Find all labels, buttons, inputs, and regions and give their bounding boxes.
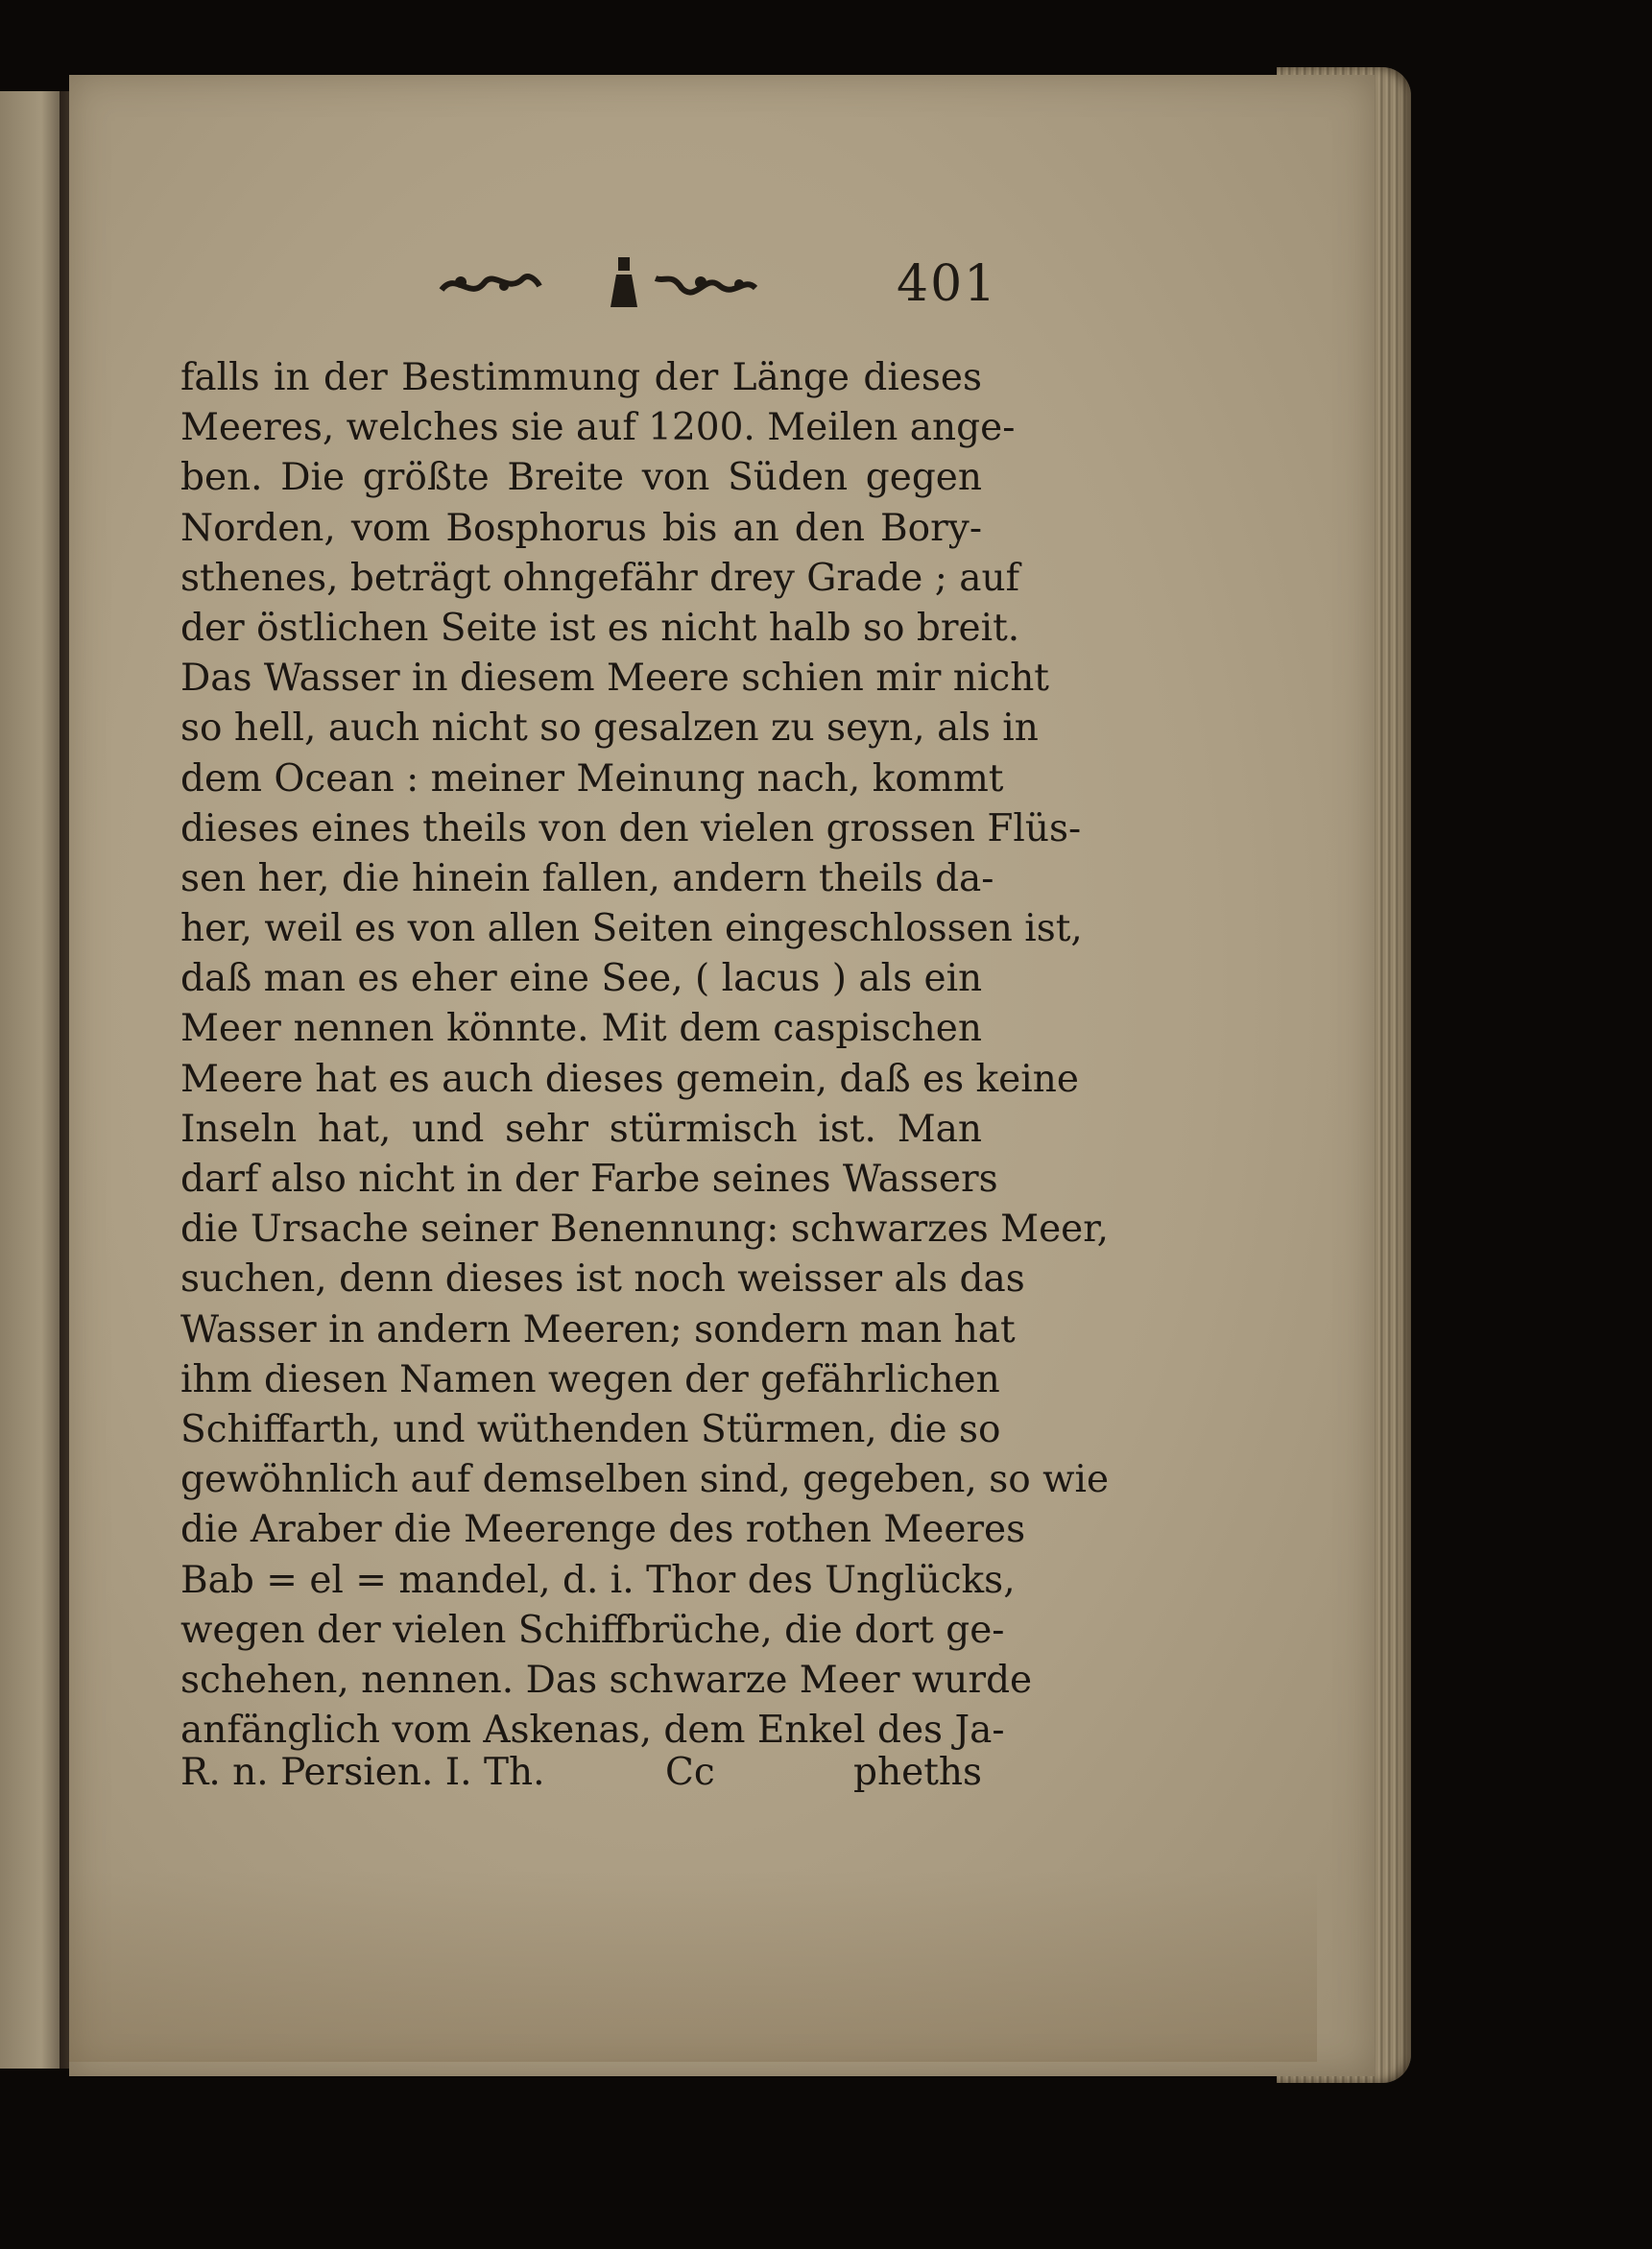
text-line: Norden, vom Bosphorus bis an den Bory- — [180, 506, 982, 550]
body-text — [180, 353, 1110, 1756]
text-line: her, weil es von allen Seiten eingeschlossen ist, — [180, 907, 1083, 951]
text-line: gewöhnlich auf demselben sind, gegeben, so wie — [180, 1458, 1110, 1502]
text-line: Bab = el = mandel, d. i. Thor des Unglücks, — [180, 1558, 1016, 1602]
signature: Cc — [665, 1751, 715, 1794]
text-line: Wasser in andern Meeren; sondern man hat — [180, 1307, 1016, 1352]
text-line: Schiffarth, und wüthenden Stürmen, die so — [180, 1407, 1001, 1451]
text-line: dem Ocean : meiner Meinung nach, kommt — [180, 756, 1004, 801]
text-line: wegen der vielen Schiffbrüche, die dort ge- — [180, 1608, 1005, 1652]
page-number: 401 — [897, 255, 998, 313]
signature-mark: R. n. Persien. I. Th. — [180, 1751, 545, 1794]
text-line: sthenes, beträgt ohngefähr drey Grade ; auf — [180, 556, 1020, 600]
text-line: Meer nennen könnte. Mit dem caspischen — [180, 1007, 982, 1051]
text-line: daß man es eher eine See, ( lacus ) als ein — [180, 957, 983, 1001]
text-line: der östlichen Seite ist es nicht halb so breit. — [180, 606, 1020, 650]
text-line: Das Wasser in diesem Meere schien mir nicht — [180, 657, 1049, 701]
text-line: so hell, auch nicht so gesalzen zu seyn, als in — [180, 706, 1039, 751]
text-line: dieses eines theils von den vielen grossen Flüs- — [180, 806, 1082, 850]
text-line: die Ursache seiner Benennung: schwarzes Meer, — [180, 1208, 1109, 1252]
text-line: Meere hat es auch dieses gemein, daß es keine — [180, 1057, 1079, 1101]
text-line: die Araber die Meerenge des rothen Meeres — [180, 1508, 1026, 1552]
text-line: sen her, die hinein fallen, andern theils da- — [180, 856, 994, 900]
page-header — [413, 240, 1008, 326]
text-line: Meeres, welches sie auf 1200. Meilen ange- — [180, 406, 1016, 450]
text-line: ihm diesen Namen wegen der gefährlichen — [180, 1357, 1000, 1401]
text-line: darf also nicht in der Farbe seines Wassers — [180, 1158, 998, 1201]
text-line: ben. Die größte Breite von Süden gegen — [180, 456, 982, 500]
ornament-left-icon — [432, 253, 547, 311]
text-line: schehen, nennen. Das schwarze Meer wurde — [180, 1658, 1033, 1702]
ornament-right-icon — [648, 253, 763, 311]
page-footer — [180, 1751, 982, 1805]
text-line: suchen, denn dieses ist noch weisser als das — [180, 1257, 1025, 1302]
text-line: falls in der Bestimmung der Länge dieses — [180, 356, 982, 399]
ornament-center-icon — [605, 253, 643, 311]
paper-stain — [69, 1870, 1317, 2062]
catchword: pheths — [853, 1751, 982, 1794]
text-line: anfänglich vom Askenas, dem Enkel des Ja- — [180, 1709, 1005, 1753]
text-line: Inseln hat, und sehr stürmisch ist. Man — [180, 1107, 982, 1151]
